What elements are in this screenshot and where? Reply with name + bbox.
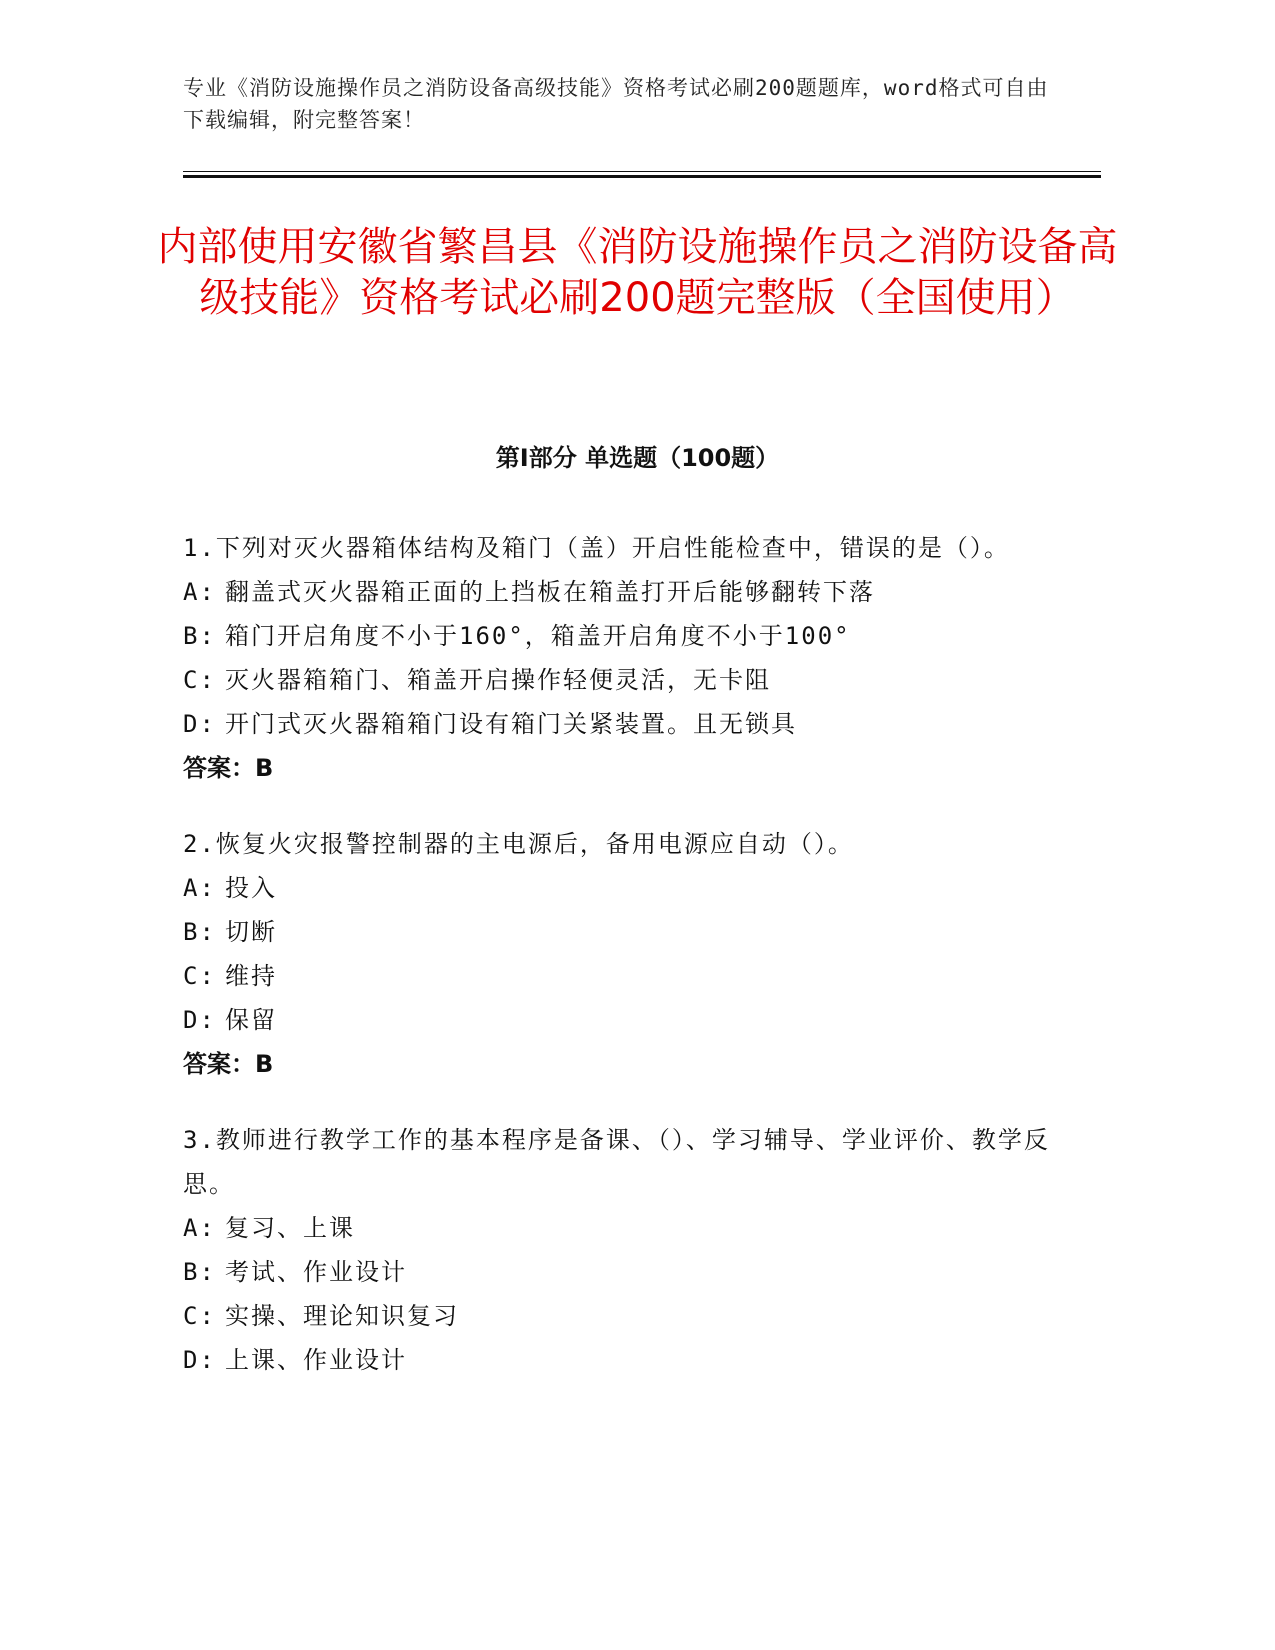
question-3 bbox=[183, 1118, 1063, 1382]
option-letter: B: bbox=[183, 622, 216, 650]
option-letter: C: bbox=[183, 666, 216, 694]
option-a bbox=[183, 1206, 1063, 1250]
option-letter: D: bbox=[183, 1006, 216, 1034]
question-1 bbox=[183, 526, 1063, 790]
section-heading: 第I部分 单选题（100题） bbox=[495, 444, 780, 472]
option-text: 开门式灭火器箱箱门设有箱门关紧装置。且无锁具 bbox=[225, 710, 797, 738]
option-letter: B: bbox=[183, 1258, 216, 1286]
answer-label: 答案：B bbox=[183, 754, 274, 782]
option-c bbox=[183, 1294, 1063, 1338]
header-divider-thin bbox=[183, 171, 1101, 172]
option-d bbox=[183, 1338, 1063, 1382]
option-letter: C: bbox=[183, 1302, 216, 1330]
option-text: 箱门开启角度不小于160°，箱盖开启角度不小于100° bbox=[225, 622, 851, 650]
option-c bbox=[183, 954, 1063, 998]
option-b bbox=[183, 614, 1063, 658]
option-letter: A: bbox=[183, 578, 216, 606]
option-text: 投入 bbox=[225, 874, 277, 902]
answer-label: 答案：B bbox=[183, 1050, 274, 1078]
option-d bbox=[183, 998, 1063, 1042]
question-text: 3.教师进行教学工作的基本程序是备课、（）、学习辅导、学业评价、教学反思。 bbox=[183, 1126, 1050, 1198]
question-2 bbox=[183, 822, 1063, 1086]
option-text: 考试、作业设计 bbox=[225, 1258, 407, 1286]
option-letter: D: bbox=[183, 710, 216, 738]
option-text: 保留 bbox=[225, 1006, 277, 1034]
option-text: 灭火器箱箱门、箱盖开启操作轻便灵活，无卡阻 bbox=[225, 666, 771, 694]
question-text: 2.恢复火灾报警控制器的主电源后，备用电源应自动（）。 bbox=[183, 830, 854, 858]
question-text: 1.下列对灭火器箱体结构及箱门（盖）开启性能检查中，错误的是（）。 bbox=[183, 534, 1010, 562]
option-a bbox=[183, 570, 1063, 614]
header-divider-thick bbox=[183, 175, 1101, 178]
option-text: 翻盖式灭火器箱正面的上挡板在箱盖打开后能够翻转下落 bbox=[225, 578, 875, 606]
option-a bbox=[183, 866, 1063, 910]
option-text: 上课、作业设计 bbox=[225, 1346, 407, 1374]
option-letter: C: bbox=[183, 962, 216, 990]
option-text: 切断 bbox=[225, 918, 277, 946]
document-title: 内部使用安徽省繁昌县《消防设施操作员之消防设备高级技能》资格考试必刷200题完整版（全国使用） bbox=[157, 224, 1118, 321]
question-list bbox=[183, 526, 1063, 1414]
option-text: 复习、上课 bbox=[225, 1214, 355, 1242]
option-b bbox=[183, 910, 1063, 954]
option-letter: A: bbox=[183, 1214, 216, 1242]
option-letter: B: bbox=[183, 918, 216, 946]
option-letter: A: bbox=[183, 874, 216, 902]
option-text: 维持 bbox=[225, 962, 277, 990]
header-note: 专业《消防设施操作员之消防设备高级技能》资格考试必刷200题题库，word格式可自由下载编辑，附完整答案！ bbox=[183, 76, 1049, 132]
option-b bbox=[183, 1250, 1063, 1294]
option-text: 实操、理论知识复习 bbox=[225, 1302, 459, 1330]
option-letter: D: bbox=[183, 1346, 216, 1374]
option-c bbox=[183, 658, 1063, 702]
option-d bbox=[183, 702, 1063, 746]
